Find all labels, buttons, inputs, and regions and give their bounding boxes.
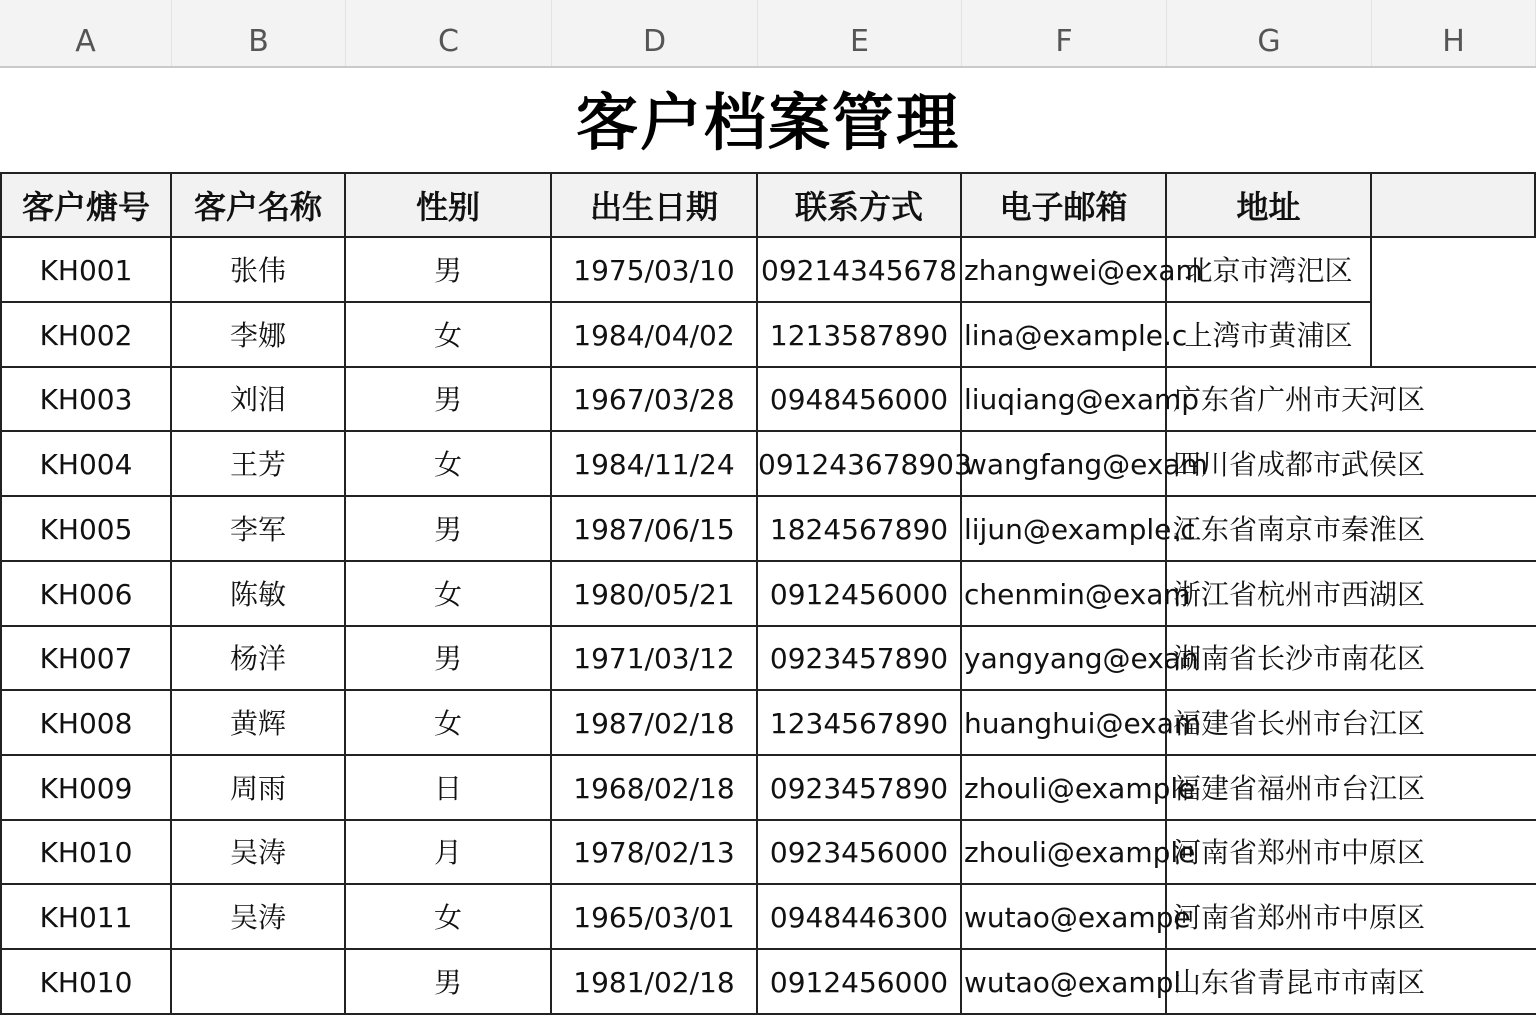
cell-email[interactable]: huanghui@exam — [962, 691, 1167, 756]
cell-email[interactable]: wangfang@exam — [962, 432, 1167, 497]
cell-address[interactable]: 北京市湾汜区 — [1167, 238, 1372, 303]
cell-gender[interactable]: 男 — [346, 238, 552, 303]
data-grid — [0, 172, 1536, 1024]
column-letter-f[interactable]: F — [962, 0, 1167, 66]
cell-gender[interactable]: 女 — [346, 691, 552, 756]
cell-gender[interactable]: 男 — [346, 626, 552, 691]
header-contact[interactable]: 联系方式 — [758, 172, 962, 238]
cell-empty-h[interactable] — [1372, 432, 1536, 497]
cell-birth-date[interactable]: 1968/02/18 — [552, 756, 758, 821]
cell-customer-name[interactable]: 杨洋 — [172, 626, 346, 691]
cell-email[interactable]: zhangwei@exam — [962, 238, 1167, 303]
cell-customer-name[interactable]: 周雨 — [172, 756, 346, 821]
title-row[interactable] — [0, 68, 1536, 172]
cell-customer-name[interactable] — [172, 950, 346, 1015]
cell-gender[interactable]: 日 — [346, 756, 552, 821]
cell-customer-id[interactable]: KH001 — [0, 238, 172, 303]
cell-gender[interactable]: 月 — [346, 820, 552, 885]
cell-email[interactable]: zhouli@example — [962, 756, 1167, 821]
cell-customer-name[interactable]: 吴涛 — [172, 820, 346, 885]
cell-customer-id[interactable]: KH011 — [0, 885, 172, 950]
cell-gender[interactable]: 男 — [346, 950, 552, 1015]
cell-empty-h[interactable] — [1372, 691, 1536, 756]
cell-birth-date[interactable]: 1975/03/10 — [552, 238, 758, 303]
cell-contact[interactable]: 0912456000 — [758, 950, 962, 1015]
cell-birth-date[interactable]: 1980/05/21 — [552, 562, 758, 627]
cell-customer-id[interactable]: KH008 — [0, 691, 172, 756]
cell-gender[interactable]: 女 — [346, 562, 552, 627]
cell-empty-h[interactable] — [1372, 820, 1536, 885]
cell-address[interactable]: 山东省青昆市市南区 — [1167, 950, 1372, 1015]
column-letter-d[interactable]: D — [552, 0, 758, 66]
cell-empty-h[interactable] — [1372, 238, 1536, 303]
column-header-row — [0, 0, 1536, 68]
cell-empty-h[interactable] — [1372, 562, 1536, 627]
header-customer-id[interactable]: 客户煻号 — [0, 172, 172, 238]
cell-address[interactable]: 广东省广州市天河区 — [1167, 367, 1372, 432]
cell-contact[interactable]: 1824567890 — [758, 497, 962, 562]
cell-customer-name[interactable]: 张伟 — [172, 238, 346, 303]
cell-birth-date[interactable]: 1987/02/18 — [552, 691, 758, 756]
cell-customer-id[interactable]: KH003 — [0, 367, 172, 432]
cell-contact[interactable]: 0912456000 — [758, 562, 962, 627]
cell-customer-name[interactable]: 王芳 — [172, 432, 346, 497]
cell-customer-name[interactable]: 刘泪 — [172, 367, 346, 432]
cell-email[interactable]: wutao@exampl — [962, 950, 1167, 1015]
cell-address[interactable]: 河南省郑州市中原区 — [1167, 820, 1372, 885]
cell-contact[interactable]: 0923457890 — [758, 626, 962, 691]
cell-customer-id[interactable]: KH010 — [0, 950, 172, 1015]
cell-address[interactable]: 上湾市黄浦区 — [1167, 303, 1372, 368]
cell-birth-date[interactable]: 1971/03/12 — [552, 626, 758, 691]
cell-email[interactable]: liuqiang@examp — [962, 367, 1167, 432]
cell-customer-id[interactable]: KH004 — [0, 432, 172, 497]
header-customer-name[interactable]: 客户名称 — [172, 172, 346, 238]
cell-contact[interactable]: 091243678903 — [758, 432, 962, 497]
cell-gender[interactable]: 女 — [346, 303, 552, 368]
cell-address[interactable]: 江东省南京市秦淮区 — [1167, 497, 1372, 562]
cell-email[interactable]: lina@example.c — [962, 303, 1167, 368]
cell-customer-id[interactable]: KH010 — [0, 820, 172, 885]
cell-customer-name[interactable]: 李军 — [172, 497, 346, 562]
cell-contact[interactable]: 1234567890 — [758, 691, 962, 756]
cell-empty-h[interactable] — [1372, 756, 1536, 821]
cell-address[interactable]: 浙江省杭州市西湖区 — [1167, 562, 1372, 627]
cell-email[interactable]: lijun@example.c — [962, 497, 1167, 562]
cell-customer-id[interactable]: KH009 — [0, 756, 172, 821]
cell-empty-h[interactable] — [1372, 367, 1536, 432]
cell-birth-date[interactable]: 1965/03/01 — [552, 885, 758, 950]
cell-contact[interactable]: 0923457890 — [758, 756, 962, 821]
column-letter-h[interactable]: H — [1372, 0, 1536, 66]
header-email[interactable]: 电子邮箱 — [962, 172, 1167, 238]
cell-address[interactable]: 四川省成都市武侯区 — [1167, 432, 1372, 497]
cell-email[interactable]: wutao@exampe — [962, 885, 1167, 950]
cell-address[interactable]: 福建省长州市台江区 — [1167, 691, 1372, 756]
column-letter-g[interactable]: G — [1167, 0, 1372, 66]
cell-email[interactable]: yangyang@exan — [962, 626, 1167, 691]
cell-birth-date[interactable]: 1984/04/02 — [552, 303, 758, 368]
cell-empty-h[interactable] — [1372, 303, 1536, 368]
cell-gender[interactable]: 男 — [346, 367, 552, 432]
header-address[interactable]: 地址 — [1167, 172, 1372, 238]
cell-empty-h[interactable] — [1372, 626, 1536, 691]
cell-gender[interactable]: 女 — [346, 432, 552, 497]
cell-empty-h[interactable] — [1372, 497, 1536, 562]
cell-customer-id[interactable]: KH006 — [0, 562, 172, 627]
column-letter-e[interactable]: E — [758, 0, 962, 66]
cell-contact[interactable]: 0948446300 — [758, 885, 962, 950]
cell-contact[interactable]: 0948456000 — [758, 367, 962, 432]
header-birth-date[interactable]: 出生日期 — [552, 172, 758, 238]
cell-email[interactable]: chenmin@exam — [962, 562, 1167, 627]
cell-empty-h[interactable] — [1372, 950, 1536, 1015]
cell-birth-date[interactable]: 1987/06/15 — [552, 497, 758, 562]
cell-email[interactable]: zhouli@example — [962, 820, 1167, 885]
cell-customer-name[interactable]: 吴涛 — [172, 885, 346, 950]
cell-customer-name[interactable]: 李娜 — [172, 303, 346, 368]
header-gender[interactable]: 性别 — [346, 172, 552, 238]
cell-address[interactable]: 福建省福州市台江区 — [1167, 756, 1372, 821]
cell-customer-id[interactable]: KH007 — [0, 626, 172, 691]
cell-address[interactable]: 河南省郑州市中原区 — [1167, 885, 1372, 950]
cell-address[interactable]: 湖南省长沙市南花区 — [1167, 626, 1372, 691]
cell-birth-date[interactable]: 1984/11/24 — [552, 432, 758, 497]
cell-customer-id[interactable]: KH002 — [0, 303, 172, 368]
header-empty-h[interactable] — [1372, 172, 1536, 238]
cell-birth-date[interactable]: 1967/03/28 — [552, 367, 758, 432]
cell-birth-date[interactable]: 1978/02/13 — [552, 820, 758, 885]
column-letter-b[interactable]: B — [172, 0, 346, 66]
cell-customer-name[interactable]: 黄辉 — [172, 691, 346, 756]
cell-gender[interactable]: 女 — [346, 885, 552, 950]
cell-gender[interactable]: 男 — [346, 497, 552, 562]
cell-contact[interactable]: 0923456000 — [758, 820, 962, 885]
column-letter-a[interactable]: A — [0, 0, 172, 66]
cell-contact[interactable]: 09214345678 — [758, 238, 962, 303]
column-letter-c[interactable]: C — [346, 0, 552, 66]
cell-birth-date[interactable]: 1981/02/18 — [552, 950, 758, 1015]
cell-empty-h[interactable] — [1372, 885, 1536, 950]
cell-customer-id[interactable]: KH005 — [0, 497, 172, 562]
cell-customer-name[interactable]: 陈敏 — [172, 562, 346, 627]
sheet-title[interactable]: 客户档案管理 — [575, 86, 960, 159]
cell-contact[interactable]: 1213587890 — [758, 303, 962, 368]
